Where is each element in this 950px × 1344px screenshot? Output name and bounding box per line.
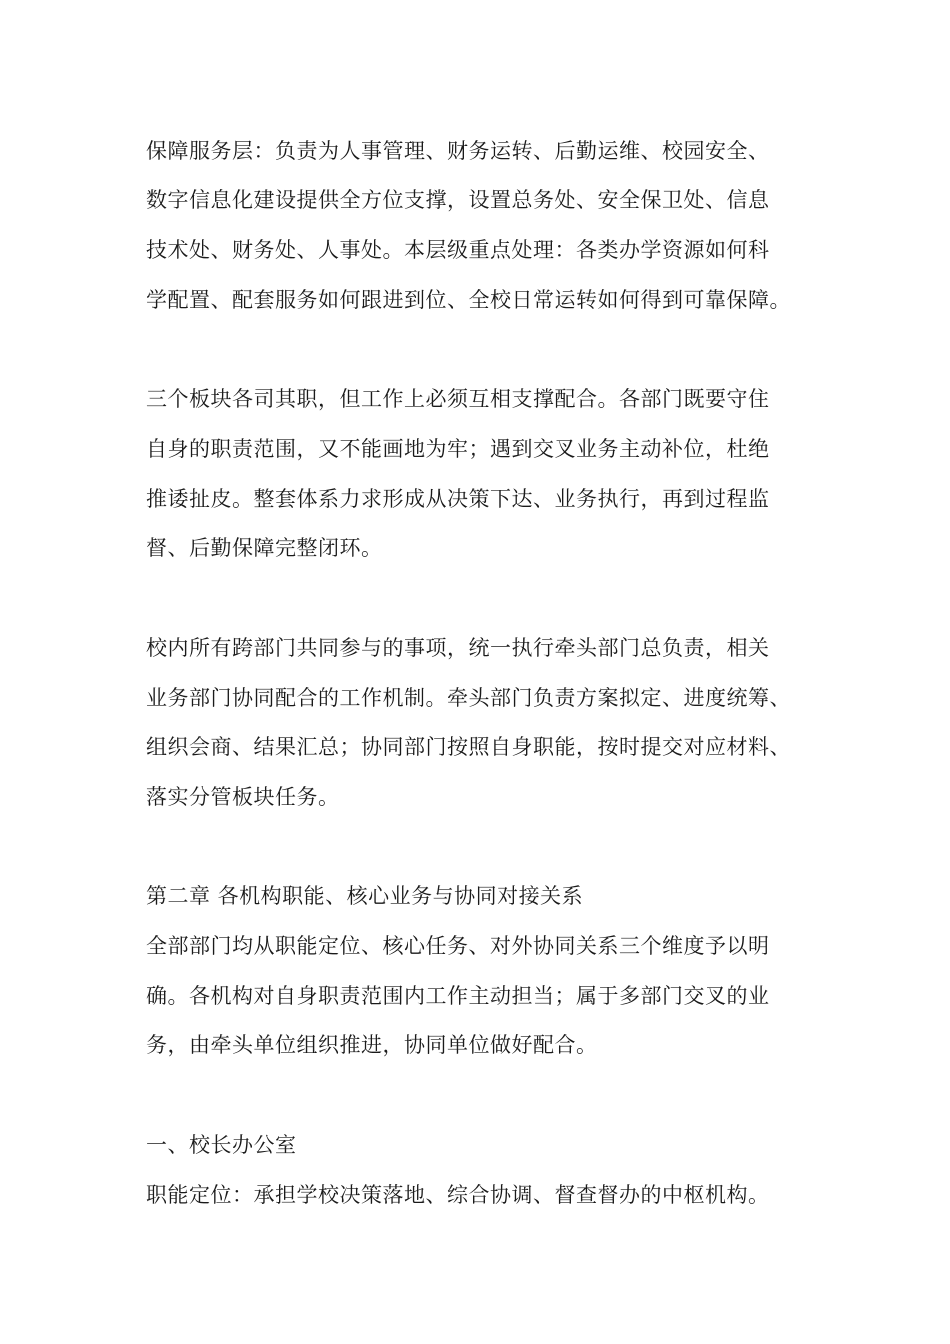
paragraph-support-layer-line-4: 学配置、配套服务如何跟进到位、全校日常运转如何得到可靠保障。 <box>146 288 791 312</box>
paragraph-chapter-two-line-2: 确。各机构对自身职责范围内工作主动担当；属于多部门交叉的业 <box>146 984 770 1008</box>
paragraph-chapter-two-line-3: 务，由牵头单位组织推进，协同单位做好配合。 <box>146 1033 598 1057</box>
paragraph-three-sections-line-3: 推诿扯皮。整套体系力求形成从决策下达、业务执行，再到过程监 <box>146 487 770 511</box>
paragraph-three-sections-line-4: 督、后勤保障完整闭环。 <box>146 536 383 560</box>
paragraph-cross-department-line-1: 校内所有跨部门共同参与的事项，统一执行牵头部门总负责，相关 <box>146 636 770 660</box>
paragraph-support-layer-line-2: 数字信息化建设提供全方位支撑，设置总务处、安全保卫处、信息 <box>146 188 770 212</box>
paragraph-support-layer-line-1: 保障服务层：负责为人事管理、财务运转、后勤运维、校园安全、 <box>146 139 770 163</box>
chapter-two-heading: 第二章 各机构职能、核心业务与协同对接关系 <box>146 884 584 908</box>
section-principal-office-heading: 一、校长办公室 <box>146 1133 297 1157</box>
paragraph-cross-department-line-2: 业务部门协同配合的工作机制。牵头部门负责方案拟定、进度统筹、 <box>146 686 791 710</box>
paragraph-support-layer-line-3: 技术处、财务处、人事处。本层级重点处理：各类办学资源如何科 <box>146 238 770 262</box>
paragraph-cross-department-line-3: 组织会商、结果汇总；协同部门按照自身职能，按时提交对应材料、 <box>146 735 791 759</box>
paragraph-three-sections-line-2: 自身的职责范围，又不能画地为牢；遇到交叉业务主动补位，杜绝 <box>146 437 770 461</box>
paragraph-principal-office-role: 职能定位：承担学校决策落地、综合协调、督查督办的中枢机构。 <box>146 1183 770 1207</box>
paragraph-chapter-two-line-1: 全部部门均从职能定位、核心任务、对外协同关系三个维度予以明 <box>146 934 770 958</box>
paragraph-three-sections-line-1: 三个板块各司其职，但工作上必须互相支撑配合。各部门既要守住 <box>146 387 770 411</box>
paragraph-cross-department-line-4: 落实分管板块任务。 <box>146 785 340 809</box>
